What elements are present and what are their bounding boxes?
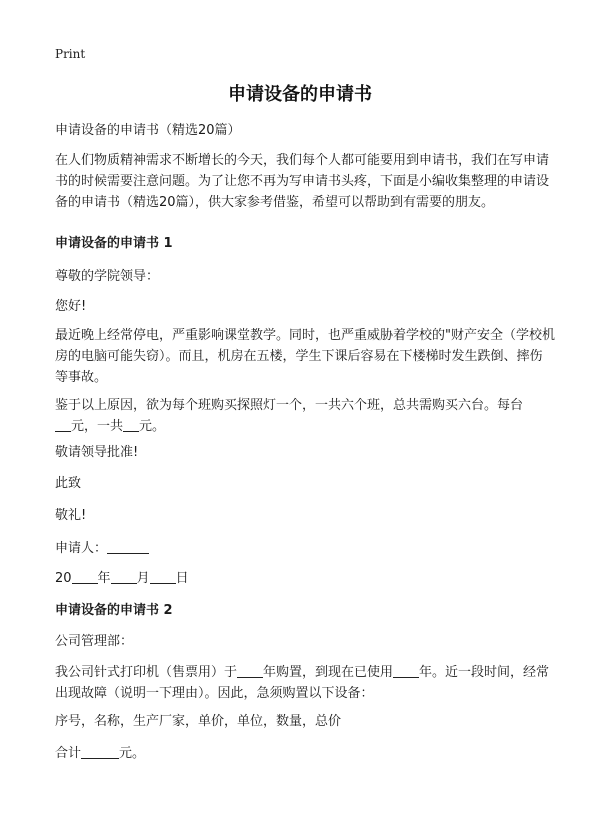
blank-total-price [123,417,139,432]
cost-text-b: 元，一共 [71,419,124,434]
printer-text-b: 年购置，到现在已使用 [263,665,394,680]
letter1-heading: 申请设备的申请书 1 [55,236,173,251]
letter1-request: 敬请领导批准! [55,445,139,460]
blank-years-used [393,663,419,678]
blank-applicant [107,539,149,554]
page-title: 申请设备的申请书 [228,84,372,105]
date-month-label: 月 [136,571,150,586]
letter1-greeting: 您好! [55,299,87,314]
printer-text-a: 我公司针式打印机（售票用）于 [55,665,238,680]
blank-year [72,569,98,584]
date-year-label: 年 [97,571,111,586]
date-day-label: 日 [175,571,189,586]
subtitle: 申请设备的申请书（精选20篇） [55,123,241,138]
cost-text-a: 鉴于以上原因，欲为每个班购买探照灯一个，一共六个班，总共需购买六台。每台 [55,398,524,413]
letter2-salutation: 公司管理部： [55,634,134,649]
letter2-heading: 申请设备的申请书 2 [55,603,173,618]
printer-text-c: 年。近一段时间，经常出现故障（说明一下理由）。因此，急须购置以下设备： [55,665,550,701]
cost-text-c: 元。 [139,419,166,434]
blank-unit-price [55,417,71,432]
letter2-total-line [55,743,555,764]
date-prefix: 20 [55,571,72,586]
total-unit: 元。 [119,746,146,761]
letter2-body-paragraph [55,662,555,704]
letter2-columns-line: 序号，名称，生产厂家，单价，单位，数量，总价 [55,714,342,729]
letter1-closing-2: 敬礼! [55,508,87,523]
letter1-date-line [55,568,555,589]
blank-day [150,569,176,584]
letter1-cost-paragraph [55,395,555,437]
print-link[interactable]: Print [55,47,86,61]
letter1-closing-1: 此致 [55,476,82,491]
letter1-body-paragraph: 最近晚上经常停电，严重影响课堂教学。同时，也严重威胁着学校的"财产安全（学校机房的电脑可能失窃）。而且，机房在五楼，学生下课后容易在下楼梯时发生跌倒、摔伤等事故。 [55,328,555,385]
blank-purchase-year [237,663,263,678]
applicant-label: 申请人： [55,541,108,556]
blank-total-amount [81,744,119,759]
intro-paragraph: 在人们物质精神需求不断增长的今天，我们每个人都可能要用到申请书，我们在写申请书的时候需要注意问题。为了让您不再为写申请书头疼，下面是小编收集整理的申请设备的申请书（精选20篇），供大家参考借鉴，希望可以帮助到有需要的朋友。 [55,153,550,210]
blank-month [111,569,137,584]
letter1-applicant-line [55,538,555,559]
letter1-salutation: 尊敬的学院领导： [55,269,160,284]
total-label: 合计 [55,746,82,761]
